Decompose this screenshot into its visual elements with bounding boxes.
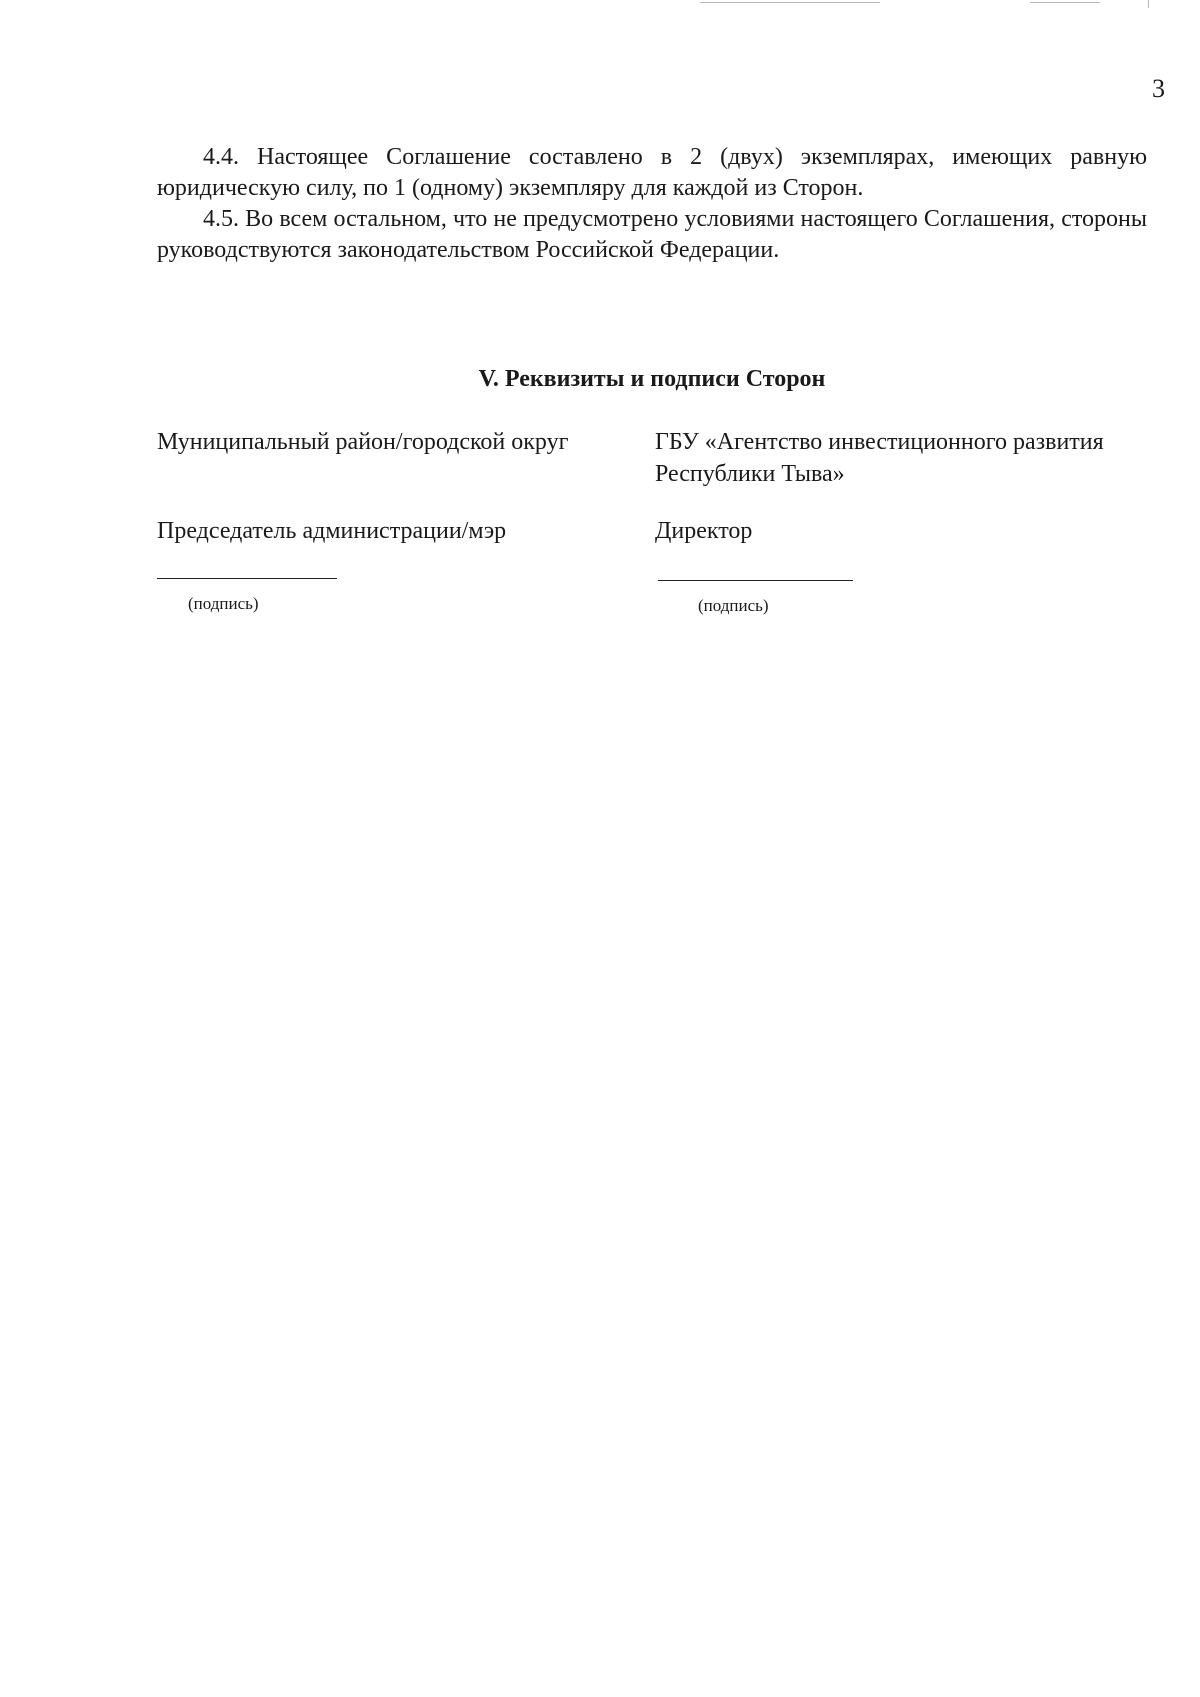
left-party-name: Муниципальный район/городской округ: [157, 429, 569, 455]
paragraph-4-4: 4.4. Настоящее Соглашение составлено в 2 (двух) экземплярах, имеющих равную юридическую силу, по 1 (одному) экземпляру для каждой из Сторон.: [157, 144, 1147, 201]
right-party-position: Директор: [655, 518, 753, 544]
right-party-name: ГБУ «Агентство инвестиционного развития Республики Тыва»: [655, 429, 1104, 487]
left-signature-caption: (подпись): [188, 594, 259, 613]
left-party-position: Председатель администрации/мэр: [157, 518, 507, 544]
right-signature-line: [658, 580, 853, 581]
right-signature-caption: (подпись): [698, 596, 769, 615]
page-number: 3: [1152, 74, 1165, 103]
body-text: [157, 142, 1147, 266]
paragraph-4-5: 4.5. Во всем остальном, что не предусмотрено условиями настоящего Соглашения, стороны руководствуются законодательством Российской Федерации.: [157, 206, 1147, 263]
scan-artifact: [700, 2, 880, 3]
scan-artifact: [1148, 0, 1149, 8]
left-signature-line: [157, 578, 337, 579]
section-title: V. Реквизиты и подписи Сторон: [478, 366, 826, 392]
scan-artifact: [1030, 2, 1100, 3]
